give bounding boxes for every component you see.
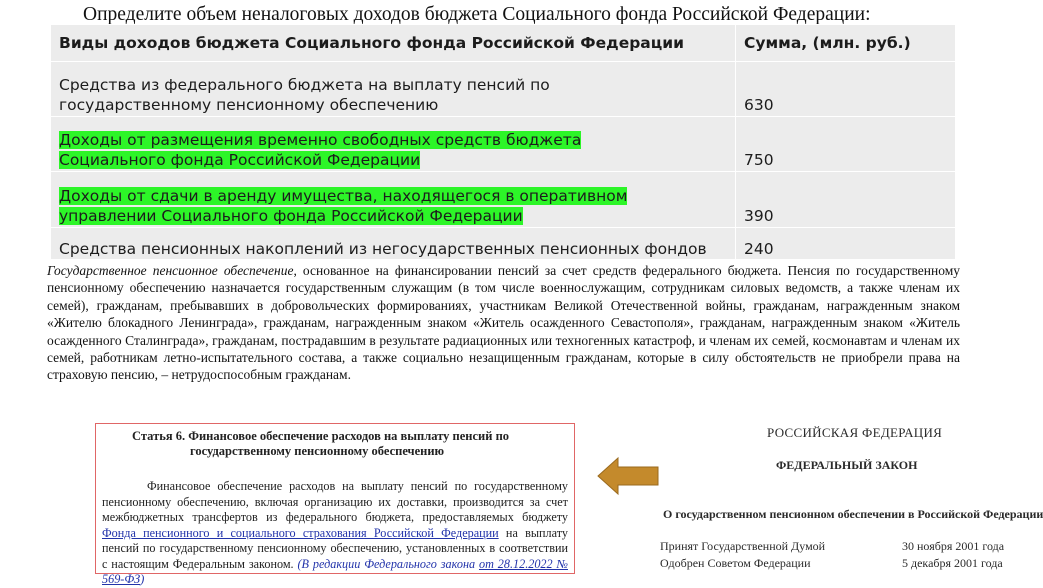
fund-link[interactable]: Фонда пенсионного и социального страхования Российской Федерации bbox=[102, 525, 499, 540]
income-table bbox=[50, 24, 956, 260]
income-amount-cell: 750 bbox=[736, 117, 956, 172]
law-approved-label: Одобрен Советом Федерации bbox=[660, 556, 811, 570]
law-article-excerpt bbox=[95, 423, 575, 586]
income-amount-cell: 390 bbox=[736, 172, 956, 228]
highlighted-income-line: управлении Социального фонда Российской Федерации bbox=[59, 207, 523, 225]
income-name-cell bbox=[51, 228, 736, 260]
header-amount: Сумма, (млн. руб.) bbox=[736, 25, 956, 62]
article-body-text-2: на выплату пенсий по государственному пенсионному обеспечению, установленных в соответствии с настоящим Федеральным законом. bbox=[102, 525, 568, 571]
table-row bbox=[51, 117, 956, 172]
article-title-line: Статья 6. Финансовое обеспечение расходов на выплату пенсий по bbox=[132, 429, 510, 443]
article-title bbox=[96, 424, 574, 459]
left-arrow-icon bbox=[596, 456, 660, 496]
header-income-type: Виды доходов бюджета Социального фонда Российской Федерации bbox=[51, 25, 736, 62]
edition-link[interactable]: от 28.12.2022 № 569-ФЗ bbox=[102, 556, 568, 586]
law-title: О государственном пенсионном обеспечении в Российской Федерации bbox=[663, 507, 1043, 521]
law-type: ФЕДЕРАЛЬНЫЙ ЗАКОН bbox=[776, 458, 918, 472]
income-name-line: Средства пенсионных накоплений из негосударственных пенсионных фондов bbox=[59, 240, 707, 258]
edition-close: ) bbox=[140, 572, 145, 586]
income-name-cell bbox=[51, 172, 736, 228]
law-adopted-date: 30 ноября 2001 года bbox=[902, 539, 1005, 553]
note-text: , основанное на финансировании пенсий за счет средств федерального бюджета. Пенсия по государственному пенсионному обеспечению назначается государственным служащим (в том числе военнослужащим, сотрудникам силовых ведомств, а также членам их семей), гражданам, пребывавших в добровольческих формированиях, участникам Великой Отечественной войны, гражданам, награжденным знаком «Жителю блокадного Ленинграда», гражданам, награжденным знаком «Житель осажденного Севастополя», гражданам, награжденным знаком «Житель осажденного Сталинграда», гражданам, пострадавшим в результате радиационных или техногенных катастроф, и членам их семей, космонавтам и членам их семей, работникам летно-испытательного состава, а также социально незащищенным гражданам, которые в силу обстоятельств не приобрели права на страховую пенсию, – нетрудоспособным гражданам. bbox=[47, 263, 961, 383]
article-title-line: государственному пенсионному обеспечению bbox=[190, 444, 445, 458]
table-row bbox=[51, 228, 956, 260]
income-amount-cell: 630 bbox=[736, 62, 956, 117]
income-name-line: Средства из федерального бюджета на выплату пенсий по bbox=[59, 76, 550, 94]
highlighted-income-line: Доходы от сдачи в аренду имущества, находящегося в оперативном bbox=[59, 187, 628, 205]
highlighted-income-line: Доходы от размещения временно свободных средств бюджета bbox=[59, 131, 582, 149]
law-country: РОССИЙСКАЯ ФЕДЕРАЦИЯ bbox=[767, 425, 943, 440]
article-body bbox=[96, 479, 574, 588]
note-term: Государственное пенсионное обеспечение bbox=[47, 263, 294, 278]
income-amount-cell: 240 bbox=[736, 228, 956, 260]
law-approved-date: 5 декабря 2001 года bbox=[902, 556, 1003, 570]
task-title: Определите объем неналоговых доходов бюджета Социального фонда Российской Федерации: bbox=[83, 4, 871, 25]
edition-note: (В редакции Федерального закона bbox=[297, 556, 476, 571]
income-name-cell bbox=[51, 117, 736, 172]
table-row bbox=[51, 172, 956, 228]
table-header-row bbox=[51, 25, 956, 62]
table-row bbox=[51, 62, 956, 117]
highlighted-income-line: Социального фонда Российской Федерации bbox=[59, 151, 421, 169]
law-adopted-label: Принят Государственной Думой bbox=[660, 539, 826, 553]
pension-note bbox=[47, 262, 960, 384]
income-name-line: государственному пенсионному обеспечению bbox=[59, 96, 439, 114]
article-body-text: Финансовое обеспечение расходов на выплату пенсий по государственному пенсионному обеспечению, включая организацию их доставки, производится за счет межбюджетных трансфертов из федерального бюджета, предоставляемых бюджету bbox=[102, 479, 568, 524]
income-name-cell bbox=[51, 62, 736, 117]
